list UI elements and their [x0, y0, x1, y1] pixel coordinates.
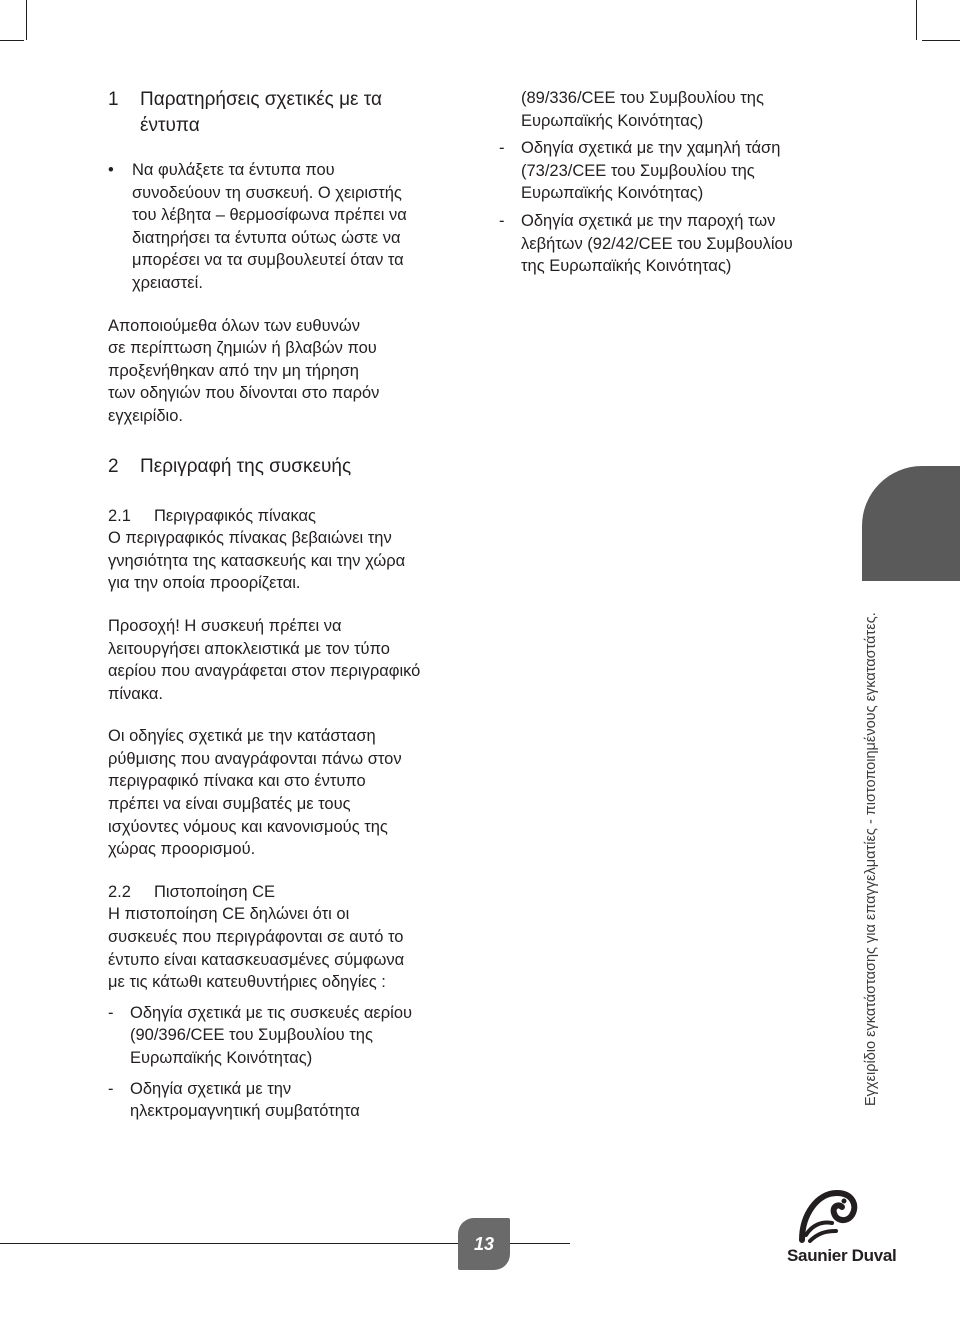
paragraph-line: Ο περιγραφικός πίνακας βεβαιώνει την	[108, 529, 392, 548]
disclaimer-line: Αποποιούμεθα όλων των ευθυνών	[108, 316, 360, 335]
directive-line: Οδηγία σχετικά με την	[130, 1079, 292, 1098]
section-2-heading	[108, 454, 478, 480]
bullet-line: συνοδεύουν τη συσκευή. Ο χειριστής	[132, 183, 402, 202]
section-2-2-title: Πιστοποίηση CE	[154, 882, 276, 901]
section-2-1-heading	[108, 505, 478, 528]
crop-mark-top-right-horizontal	[922, 40, 960, 41]
brand-name: Saunier Duval	[787, 1246, 897, 1265]
section-1-heading	[108, 87, 478, 139]
paragraph-line: πίνακα.	[108, 684, 164, 703]
disclaimer-line: εγχειρίδιο.	[108, 406, 183, 425]
crop-mark-top-left	[26, 0, 27, 40]
dash-marker: -	[499, 211, 505, 230]
directive-line: Ευρωπαϊκής Κοινότητας)	[521, 111, 704, 130]
dash-marker: -	[499, 139, 505, 158]
disclaimer-line: των οδηγιών που δίνονται στο παρόν	[108, 384, 380, 403]
saunier-duval-bird-icon	[792, 1185, 862, 1245]
paragraph-line: συσκευές που περιγράφονται σε αυτό το	[108, 928, 404, 947]
section-2-title: Περιγραφή της συσκευής	[140, 455, 352, 477]
directive-line: λεβήτων (92/42/CEE του Συμβουλίου	[521, 234, 793, 253]
section-2-1-title: Περιγραφικός πίνακας	[154, 506, 317, 525]
directive-line: (90/396/CEE του Συμβουλίου της	[130, 1026, 373, 1045]
directive-emc	[108, 1078, 478, 1123]
paragraph-line: ρύθμισης που αναγράφονται πάνω στον	[108, 749, 402, 768]
continued-directive	[499, 87, 849, 132]
paragraph-line: Προσοχή! Η συσκευή πρέπει να	[108, 616, 342, 635]
settings-paragraph	[108, 725, 478, 861]
footer-rule-right	[510, 1243, 570, 1244]
directive-boiler-efficiency	[499, 210, 849, 278]
paragraph-line: περιγραφικό πίνακα και στο έντυπο	[108, 772, 366, 791]
paragraph-line: λειτουργήσει αποκλειστικά με τον τύπο	[108, 639, 390, 658]
directive-line: Οδηγία σχετικά με τις συσκευές αερίου	[130, 1003, 413, 1022]
bullet-line: χρειαστεί.	[132, 273, 203, 292]
disclaimer-paragraph	[108, 315, 478, 428]
section-2-1-number: 2.1	[108, 506, 131, 525]
disclaimer-line: σε περίπτωση ζημιών ή βλαβών που	[108, 339, 377, 358]
section-1-title-line1: Παρατηρήσεις σχετικές με τα	[140, 89, 383, 110]
footer-rule-left	[0, 1243, 458, 1244]
directive-line: (73/23/CEE του Συμβουλίου της	[521, 161, 755, 180]
paragraph-line: για την οποία προορίζεται.	[108, 574, 301, 593]
right-column	[499, 87, 849, 278]
dash-marker: -	[108, 1079, 114, 1098]
crop-mark-top-left-horizontal	[0, 40, 24, 41]
bullet-line: διατηρήσει τα έντυπα ούτως ώστε να	[132, 228, 401, 247]
directive-line: ηλεκτρομαγνητική συμβατότητα	[130, 1102, 360, 1121]
directive-line: Ευρωπαϊκής Κοινότητας)	[130, 1049, 313, 1067]
bullet-line: του λέβητα – θερμοσίφωνα πρέπει να	[132, 206, 407, 225]
paragraph-line: με τις κάτωθι κατευθυντήριες οδηγίες :	[108, 973, 386, 992]
crop-mark-top-right	[916, 0, 917, 40]
bullet-line: μπορέσει να τα συμβουλευτεί όταν τα	[132, 251, 404, 270]
paragraph-line: ισχύοντες νόμους και κανονισμούς της	[108, 817, 388, 836]
directive-line: (89/336/CEE του Συμβουλίου της	[521, 89, 764, 107]
paragraph-line: έντυπο είναι κατασκευασμένες σύμφωνα	[108, 950, 405, 969]
warning-paragraph	[108, 615, 478, 705]
section-2-2-number: 2.2	[108, 882, 131, 901]
disclaimer-line: προξενήθηκαν από την μη τήρηση	[108, 361, 359, 380]
paragraph-line: αερίου που αναγράφεται στον περιγραφικό	[108, 662, 421, 681]
bullet-line: Να φυλάξετε τα έντυπα που	[132, 161, 335, 179]
rating-plate-paragraph	[108, 527, 478, 595]
directive-line: Ευρωπαϊκής Κοινότητας)	[521, 184, 704, 203]
directive-low-voltage	[499, 137, 849, 205]
ce-intro-paragraph	[108, 903, 478, 993]
bullet-icon: •	[108, 161, 114, 179]
directive-line: Οδηγία σχετικά με την χαμηλή τάση	[521, 139, 781, 158]
directive-line: Οδηγία σχετικά με την παροχή των	[521, 211, 776, 230]
documents-bullet	[108, 159, 478, 295]
page-number-badge: 13	[458, 1218, 510, 1270]
paragraph-line: γνησιότητα της κατασκευής και την χώρα	[108, 551, 406, 570]
section-2-number: 2	[108, 455, 119, 477]
paragraph-line: πρέπει να είναι συμβατές με τους	[108, 795, 351, 814]
directive-gas-appliances	[108, 1002, 478, 1070]
paragraph-line: χώρας προορισμού.	[108, 840, 256, 859]
dash-marker: -	[108, 1003, 114, 1022]
left-column	[108, 87, 478, 1123]
section-1-title-line2: έντυπα	[140, 115, 200, 136]
section-1-number: 1	[108, 89, 119, 110]
side-label: Εγχειρίδιο εγκατάστασης για επαγγελματίες - πιστοποιημένους εγκαταστάτες.	[863, 612, 879, 1106]
paragraph-line: Οι οδηγίες σχετικά με την κατάσταση	[108, 727, 376, 746]
paragraph-line: Η πιστοποίηση CE δηλώνει ότι οι	[108, 905, 350, 924]
section-2-2-heading	[108, 881, 478, 904]
directive-line: της Ευρωπαϊκής Κοινότητας)	[521, 257, 732, 276]
